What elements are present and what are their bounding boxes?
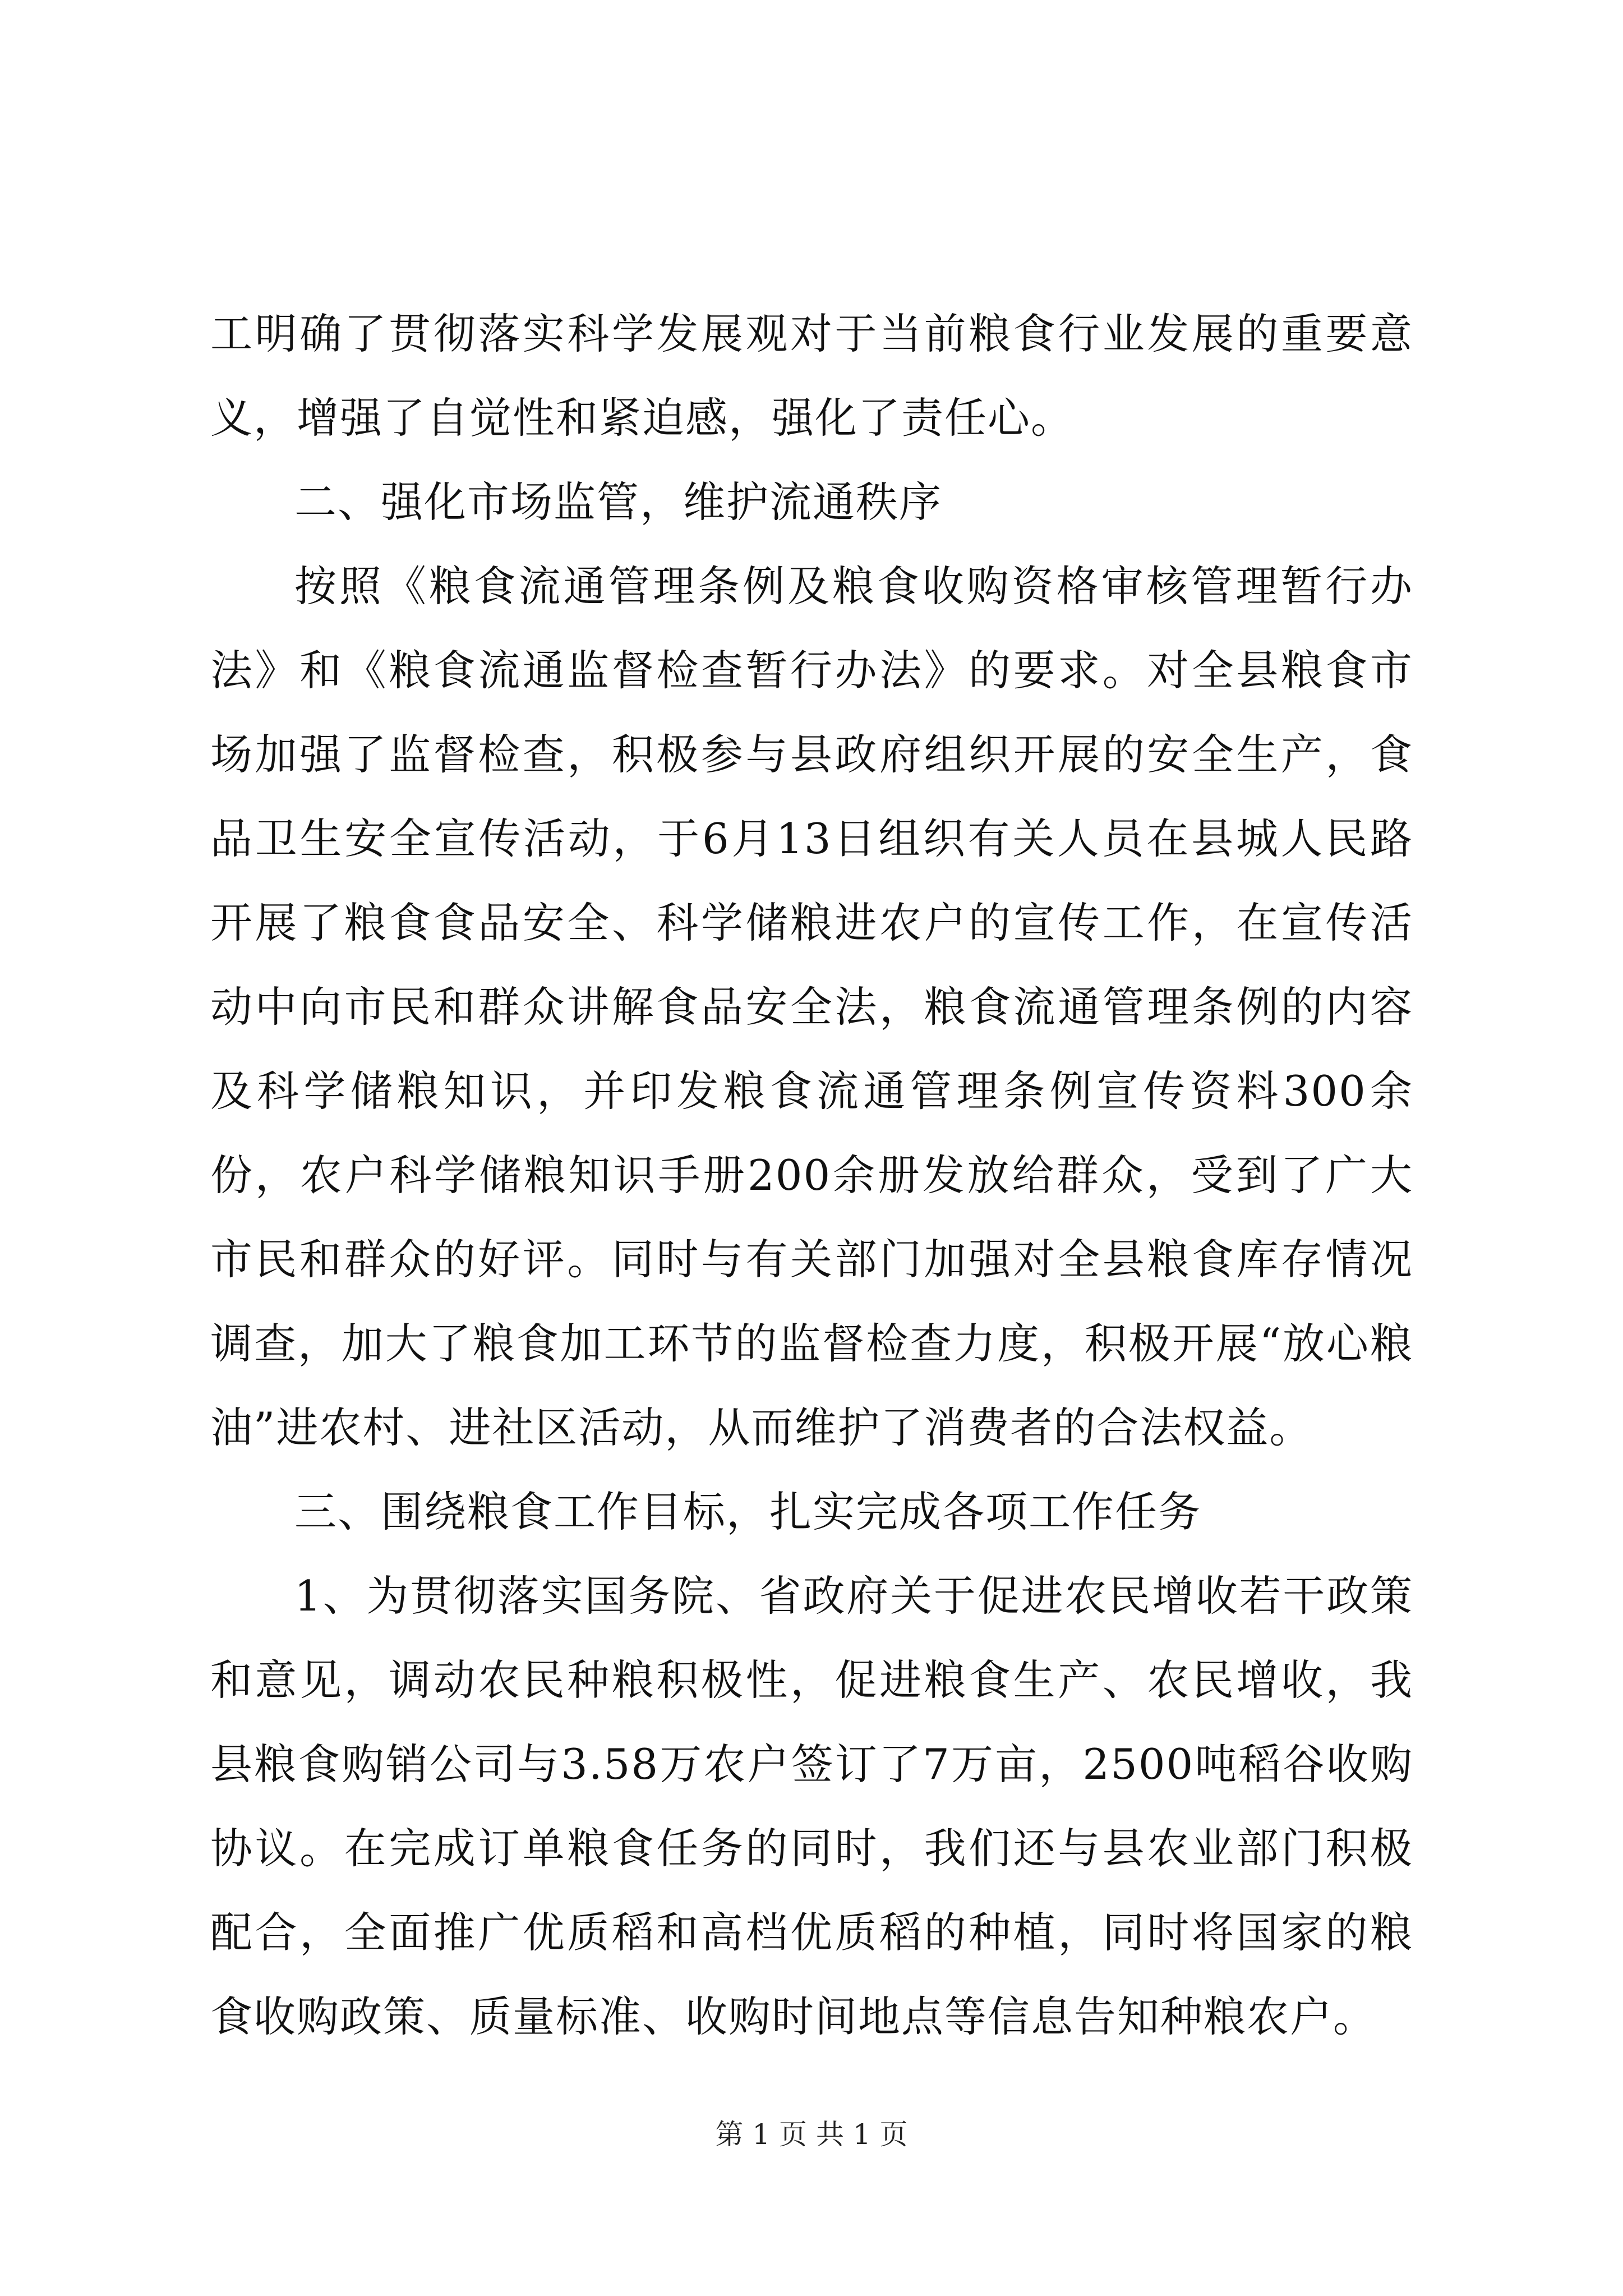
document-body: [210, 292, 1413, 2059]
paragraph-continuation: 工明确了贯彻落实科学发展观对于当前粮食行业发展的重要意义，增强了自觉性和紧迫感，强化了责任心。: [210, 309, 1413, 443]
paragraph-item-1: 1、为贯彻落实国务院、省政府关于促进农民增收若干政策和意见，调动农民种粮积极性，促进粮食生产、农民增收，我县粮食购销公司与3.58万农户签订了7万亩，2500吨稻谷收购协议。在完成订单粮食任务的同时，我们还与县农业部门积极配合，全面推广优质稻和高档优质稻的种植，同时将国家的粮食收购政策、质量标准、收购时间地点等信息告知种粮农户。: [210, 1571, 1413, 2041]
section-heading-3: 三、围绕粮食工作目标，扎实完成各项工作任务: [294, 1487, 1202, 1536]
page-footer: 第 1 页 共 1 页: [715, 2118, 908, 2151]
section-heading-2: 二、强化市场监管，维护流通秩序: [294, 477, 943, 527]
paragraph-market-supervision: 按照《粮食流通管理条例及粮食收购资格审核管理暂行办法》和《粮食流通监督检查暂行办法》的要求。对全县粮食市场加强了监督检查，积极参与县政府组织开展的安全生产，食品卫生安全宣传活动，于6月13日组织有关人员在县城人民路开展了粮食食品安全、科学储粮进农户的宣传工作，在宣传活动中向市民和群众讲解食品安全法，粮食流通管理条例的内容及科学储粮知识，并印发粮食流通管理条例宣传资料300余份，农户科学储粮知识手册200余册发放给群众，受到了广大市民和群众的好评。同时与有关部门加强对全县粮食库存情况调查，加大了粮食加工环节的监督检查力度，积极开展“放心粮油”进农村、进社区活动，从而维护了消费者的合法权益。: [210, 562, 1413, 1452]
